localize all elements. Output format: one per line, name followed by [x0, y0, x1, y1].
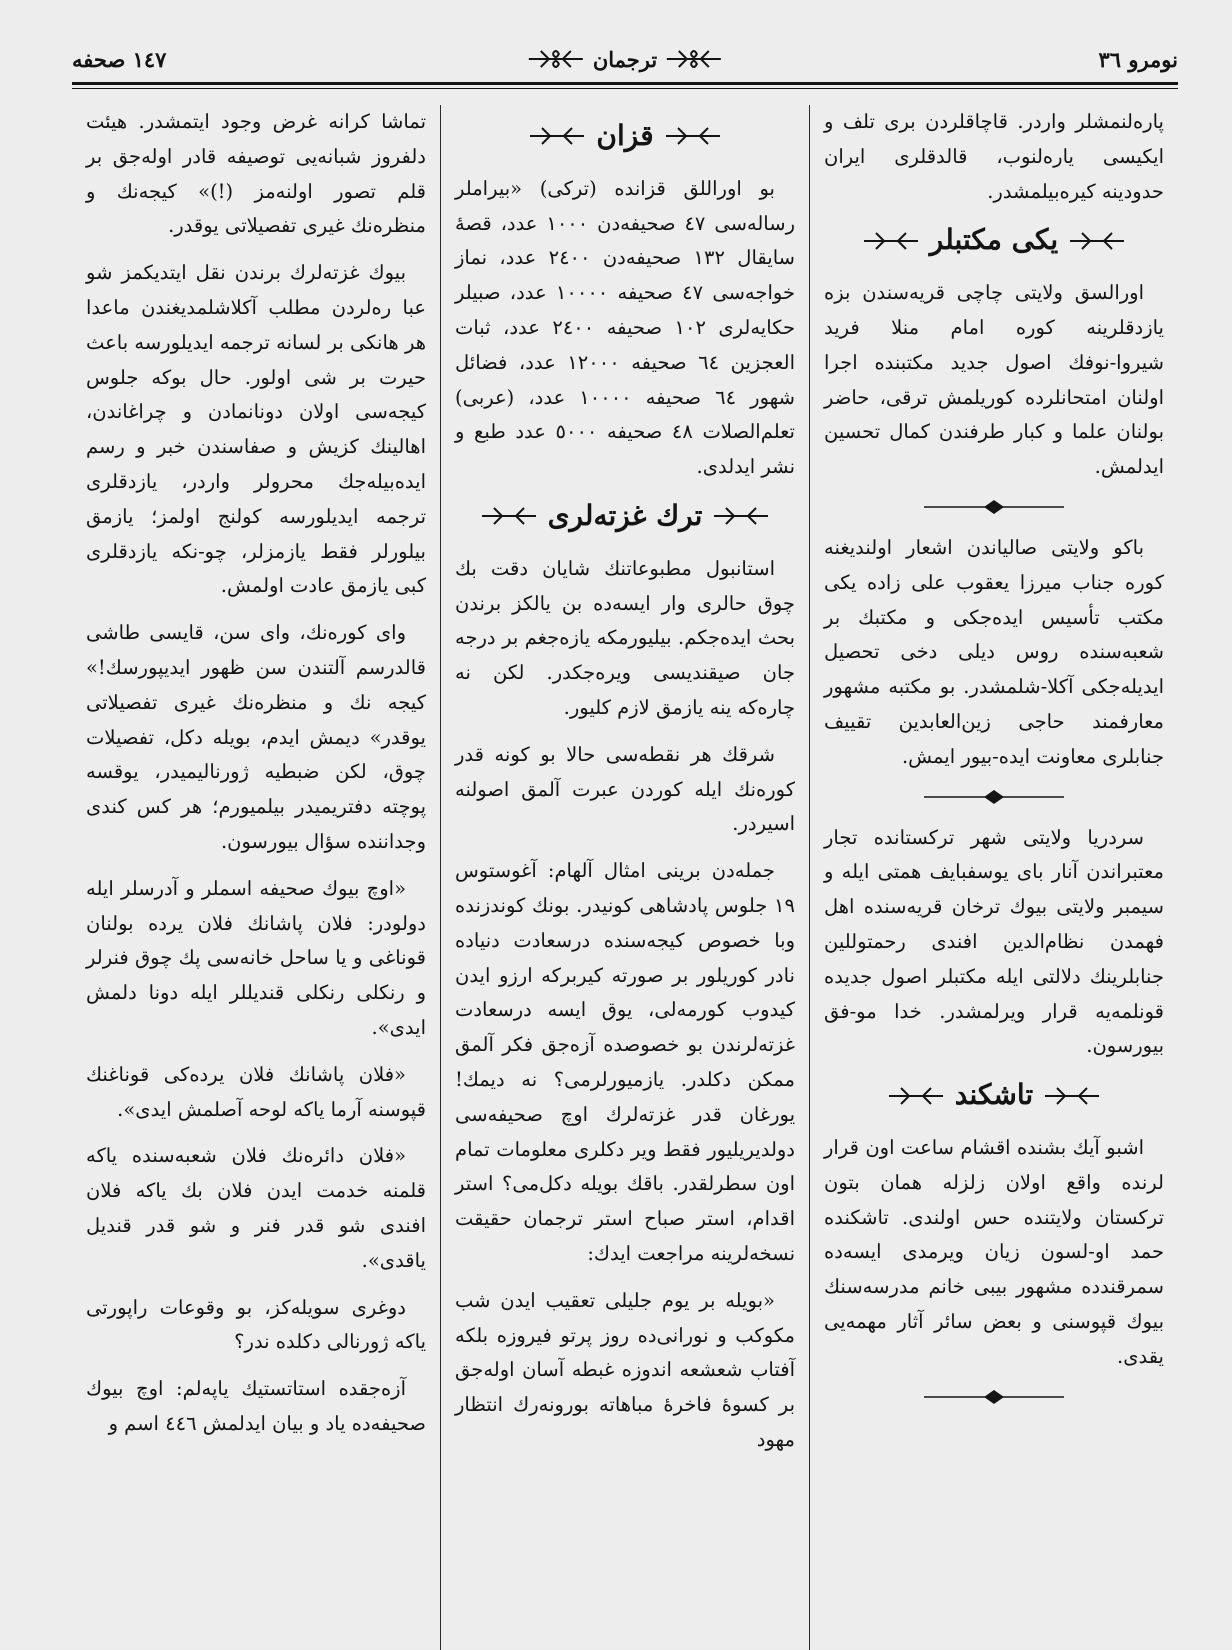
section-heading — [455, 499, 795, 534]
masthead-text: ترجمان — [592, 46, 658, 72]
paragraph: سردریا ولایتی شهر ترکستانده تجار معتبراندن آنار بای یوسفبایف همتی ایله و سیمبر ولایتی بیوك ترخان قریه‌سنده اهل فهمدن نظام‌الدین افندی رحمتوللین جنابلرینك دلالتی ایله مکتبلر اصول جدیده قونلمه‌یه قرار ویرلمشدر. خدا مو‑فق بیورسون. — [824, 825, 1164, 1058]
article-columns — [72, 105, 1178, 1650]
separator-icon — [824, 497, 1164, 517]
header-rule — [72, 82, 1178, 85]
paragraph: «فلان دائره‌نك فلان شعبه‌سنده یاکه قلمنه خدمت ایدن فلان بك یاکه فلان افندی شو قدر فنر و شو قدر قندیل یاقدی». — [86, 1144, 426, 1272]
ornament-icon — [665, 46, 723, 72]
paragraph: اشبو آیك بشنده اقشام ساعت اون قرار لرنده واقع اولان زلزله همان بتون ترکستان ولایتنده حس اولندی. تاشکنده حمد او‑لسون زیان ویرمدی ایسه‌ده سمرقندده مشهور بیبی خانم مدرسه‌سنك بیوك قپوسنی و بعض سائر آثار مهمه‌یی یقدی. — [824, 1135, 1164, 1368]
paragraph: «بویله بر یوم جلیلی تعقیب ایدن شب مکوکب و نورانی‌ده روز پرتو فیروزه بلکه آفتاب شعشعه اندوزه غبطه آسان اوله‌جق بر کسوهٔ فاخرهٔ مباهاته بورونه‌رك انتظار مهود — [455, 1288, 795, 1451]
header-rule-thin — [72, 88, 1178, 89]
section-heading — [824, 223, 1164, 258]
paragraph: آزه‌جقده استاتستیك یاپه‌لم: اوچ بیوك صحیفه‌ده یاد و بیان ایدلمش ٤٤٦ اسم و — [86, 1377, 426, 1435]
heading-text: ترك غزته‌لری — [547, 498, 703, 532]
ornament-icon — [1043, 1083, 1101, 1109]
page-number: ١٤٧ صحفه — [72, 46, 167, 72]
section-heading — [824, 1078, 1164, 1113]
paragraph: جمله‌دن برینی امثال آلهام: آغوستوس ١٩ جلوس پادشاهی کونیدر. بونك کوندزنده وبا خصوص کیجه‌سنده درسعادت دنیاده نادر کوریلور بر صورته کیربرکه ارزو ایدن کیدوب کورمه‌لی، یوق ایسه درسعادت غزته‌لرندن بو خصوصده آزه‌جق فکر آلمق ممکن دکلدر. یازمیورلرمی؟ نه دیمك! یورغان قدر غزته‌لرك اوچ صحیفه‌سی دولدیریلیور فقط ویر دکلری معلومات تمام اون سطرلقدر. باقك بویله دکل‌می؟ استر اقدام، استر صباح استر ترجمان حقیقت نسخه‌لرینه مراجعت ایدك: — [455, 859, 795, 1265]
ornament-icon — [1068, 228, 1126, 254]
separator-icon — [824, 787, 1164, 807]
paragraph: وای کوره‌نك، وای سن، قایسی طاشی قالدرسم آلتندن سن ظهور ایدیپورسك!» کیجه نك و منظره‌نك غیری تفصیلاتی یوقدر» دیمش ایدم، بویله دکل، تفصیلات چوق، لکن ضبطیه ژورنالیمیدر، یوقسه پوچته دفتریمیدر بیلمیورم؛ هر کس کندی وجداننده سؤال بیورسون. — [86, 621, 426, 853]
heading-text: یکی مکتبلر — [929, 223, 1059, 257]
column-middle — [441, 105, 810, 1650]
paragraph: «اوچ بیوك صحیفه اسملر و آدرسلر ایله دولودر: فلان پاشانك فلان یرده بولنان قوناغی و یا ساحل خانه‌سی پك چوق فنرلر و رنکلی رنکلی قندیللر ایله دونا دلمش ایدی». — [86, 876, 426, 1039]
ornament-icon — [664, 123, 722, 149]
separator-icon — [824, 1387, 1164, 1407]
section-heading — [455, 119, 795, 154]
paragraph: پاره‌لنمشلر واردر. قاچاقلردن بری تلف و ایکیسی یاره‌لنوب، قالدقلری ایران حدودینه کیره‌بیلمشدر. — [824, 110, 1164, 203]
masthead-title — [527, 46, 723, 72]
ornament-icon — [862, 228, 920, 254]
paragraph: بیوك غزته‌لرك برندن نقل ایتدیکمز شو عبا ره‌لردن مطلب آکلاشلمدیغندن ماعدا هر هانکی بر لسانه ترجمه ایدیلورسه باعث حیرت بر شی اولور. حال بوکه جلوس کیجه‌سی اولان دونانمادن و چراغاندن، اهالینك کزیش و صفاسندن خبر و رسم ایده‌بیله‌جك محرولر واردر، یازدقلری ترجمه ایدیلورسه کولنج اولمز؛ یازمق بیلورلر فقط یازمزلر، چو‑نکه یازدقلری کبی یازمق عادت اولمش. — [86, 261, 426, 598]
paragraph: اورالسق ولایتی چاچی قریه‌سندن بزه یازدقلرینه کوره امام منلا فرید شیروا‑نوفك اصول جدید مکتبنده اجرا اولنان امتحانلرده کوریلمش ترقی، حاضر بولنان علما و کبار طرفندن کمال تحسین ایدلمش. — [824, 281, 1164, 479]
ornament-icon — [712, 503, 770, 529]
page-header — [72, 40, 1178, 78]
ornament-icon — [887, 1083, 945, 1109]
paragraph: تماشا کرانه غرض وجود ایتمشدر. هیئت دلفروز شبانه‌یی توصیفه قادر اوله‌جق بر قلم تصور اولنه‌مز (!)» کیجه‌نك و منظره‌نك غیری تفصیلاتی یوقدر. — [86, 110, 426, 238]
column-left — [72, 105, 441, 1650]
ornament-icon — [527, 46, 585, 72]
paragraph: باکو ولایتی صالیاندن اشعار اولندیغنه کوره جناب میرزا یعقوب علی زاده یکی مکتب تأسیس ایده‌جکی و مکتبك بر شعبه‌سنده روس دیلی دخی تحصیل ایدیله‌جکی آکلا‑شلمشدر. بو مکتبه مشهور معارفمند حاجی زین‌العابدین تقییف جنابلری معاونت ایده‑بیور ایمش. — [824, 535, 1164, 768]
paragraph: بو اوراللق قزانده (ترکی) «بیراملر رساله‌سی ٤٧ صحیفه‌دن ١٠٠٠ عدد، قصهٔ سایقال ١٣٢ صحیفه‌دن ٢٤٠٠ عدد، نماز خواجه‌سی ٤٧ صحیفه ١٠٠٠٠ عدد، صبیلر حکایه‌لری ١٠٢ صحیفه ٢٤٠٠ عدد، ثبات العجزین ٦٤ صحیفه ١٢٠٠٠ عدد، فضائل شهور ٦٤ صحیفه ١٠٠٠٠ عدد، (عربی) تعلم‌الصلات ٤٨ صحیفه ٥٠٠٠ عدد طبع و نشر ایدلدی. — [455, 176, 796, 479]
heading-text: قزان — [596, 119, 654, 152]
heading-text: تاشکند — [954, 1078, 1034, 1112]
issue-number: نومرو ٣٦ — [1098, 46, 1178, 72]
paragraph: استانبول مطبوعاتنك شایان دقت بك چوق حالری وار ایسه‌ده بن یالکز برندن بحث ایده‌جکم. بیلیورمکه یازه‌جغم بر درجه جان صیقندیسی ویره‌جکدر. لکن نه چاره‌که ینه یازمق لازم کلیور. — [455, 556, 795, 719]
ornament-icon — [480, 503, 538, 529]
column-right — [810, 105, 1178, 1650]
paragraph: «فلان پاشانك فلان یرده‌کی قوناغنك قپوسنه آرما یاکه لوحه آصلمش ایدی». — [86, 1062, 426, 1121]
ornament-icon — [528, 123, 586, 149]
paragraph: شرقك هر نقطه‌سی حالا بو کونه قدر کوره‌نك ایله کوردن عبرت آلمق اصولنه اسیردر. — [455, 742, 795, 836]
paragraph: دوغری سویله‌کز، بو وقوعات راپورتی یاکه ژورنالی دکلده ندر؟ — [86, 1295, 426, 1354]
